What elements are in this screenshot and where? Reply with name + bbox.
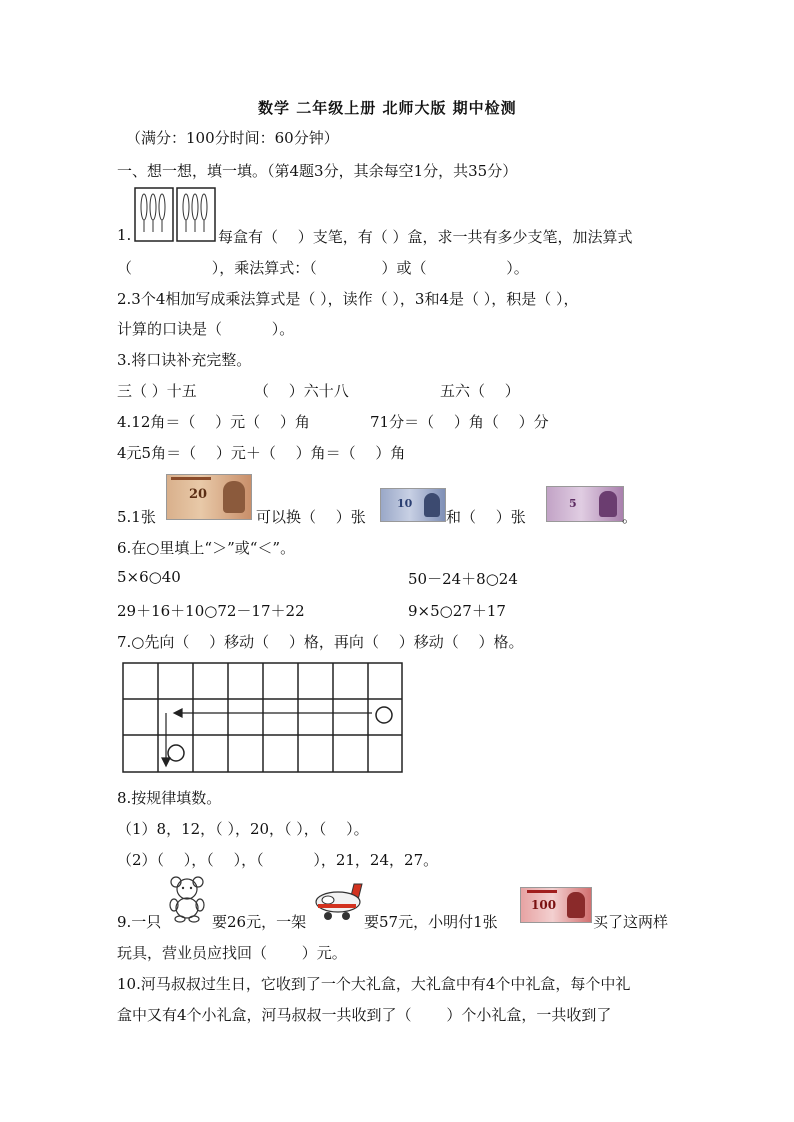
q5-end: 。 <box>622 508 638 526</box>
q4-item-a: 4.12角＝（ ）元（ ）角 <box>117 413 310 431</box>
q10-line1: 10.河马叔叔过生日，它收到了一个大礼盒，大礼盒中有4个中礼盒，每个中礼 <box>117 975 631 993</box>
q5-mid2: 和（ ）张 <box>446 508 526 526</box>
pen-boxes-illustration <box>134 187 216 243</box>
q9-part3: 要57元，小明付1张 <box>364 913 498 931</box>
score-time-info: （满分：100分时间：60分钟） <box>126 129 339 147</box>
q10-line2: 盒中又有4个小礼盒，河马叔叔一共收到了（ ）个小礼盒，一共收到了 <box>117 1006 612 1024</box>
movement-grid <box>122 662 404 774</box>
q2-line1: 2.3个4相加写成乘法算式是（ ），读作（ ），3和4是（ ），积是（ ）， <box>117 290 579 308</box>
q6-item-a: 5×6○40 <box>117 568 181 586</box>
q8-item-b: （2）（ ），（ ），（ ），21，24，27。 <box>117 851 439 869</box>
q6-item-c: 29＋16＋10○72－17＋22 <box>117 602 305 620</box>
q3-item-b: （ ）六十八 <box>254 382 349 400</box>
q5-prefix: 5.1张 <box>117 508 156 526</box>
banknote-20-yuan: 20 <box>166 474 252 520</box>
q3-line1: 3.将口诀补充完整。 <box>117 351 252 369</box>
q3-item-a: 三（ ）十五 <box>117 382 197 400</box>
toy-airplane-illustration <box>314 882 364 922</box>
q6-item-d: 9×5○27＋17 <box>408 602 506 620</box>
page-title: 数学 二年级上册 北师大版 期中检测 <box>258 99 517 117</box>
q9-part2: 要26元，一架 <box>212 913 307 931</box>
q9-line2: 玩具，营业员应找回（ ）元。 <box>117 944 347 962</box>
q9-part1: 9.一只 <box>117 913 162 931</box>
q2-line2: 计算的口诀是（ ）。 <box>117 320 295 338</box>
q6-line1: 6.在○里填上“＞”或“＜”。 <box>117 539 296 557</box>
q8-line1: 8.按规律填数。 <box>117 789 222 807</box>
q5-mid1: 可以换（ ）张 <box>256 508 366 526</box>
q8-item-a: （1）8，12，（ ），20，（ ），（ ）。 <box>117 820 369 838</box>
q4-item-b: 71分＝（ ）角（ ）分 <box>370 413 549 431</box>
q1-line2: （ ），乘法算式：（ ）或（ ）。 <box>117 259 529 277</box>
banknote-100-yuan: 100 <box>520 887 592 923</box>
teddy-bear-illustration <box>166 875 210 923</box>
q1-line1: 每盒有（ ）支笔，有（ ）盒，求一共有多少支笔，加法算式 <box>218 228 633 246</box>
section-heading: 一、想一想，填一填。（第4题3分，其余每空1分，共35分） <box>117 162 518 180</box>
q6-item-b: 50－24＋8○24 <box>408 570 518 588</box>
banknote-10-yuan: 10 <box>380 488 446 522</box>
q4-item-c: 4元5角＝（ ）元＋（ ）角＝（ ）角 <box>117 444 406 462</box>
banknote-5-yuan: 5 <box>546 486 624 522</box>
q3-item-c: 五六（ ） <box>440 382 520 400</box>
q7-line1: 7.○先向（ ）移动（ ）格，再向（ ）移动（ ）格。 <box>117 633 524 651</box>
q9-part4: 买了这两样 <box>593 913 669 931</box>
q1-number: 1. <box>117 226 132 244</box>
